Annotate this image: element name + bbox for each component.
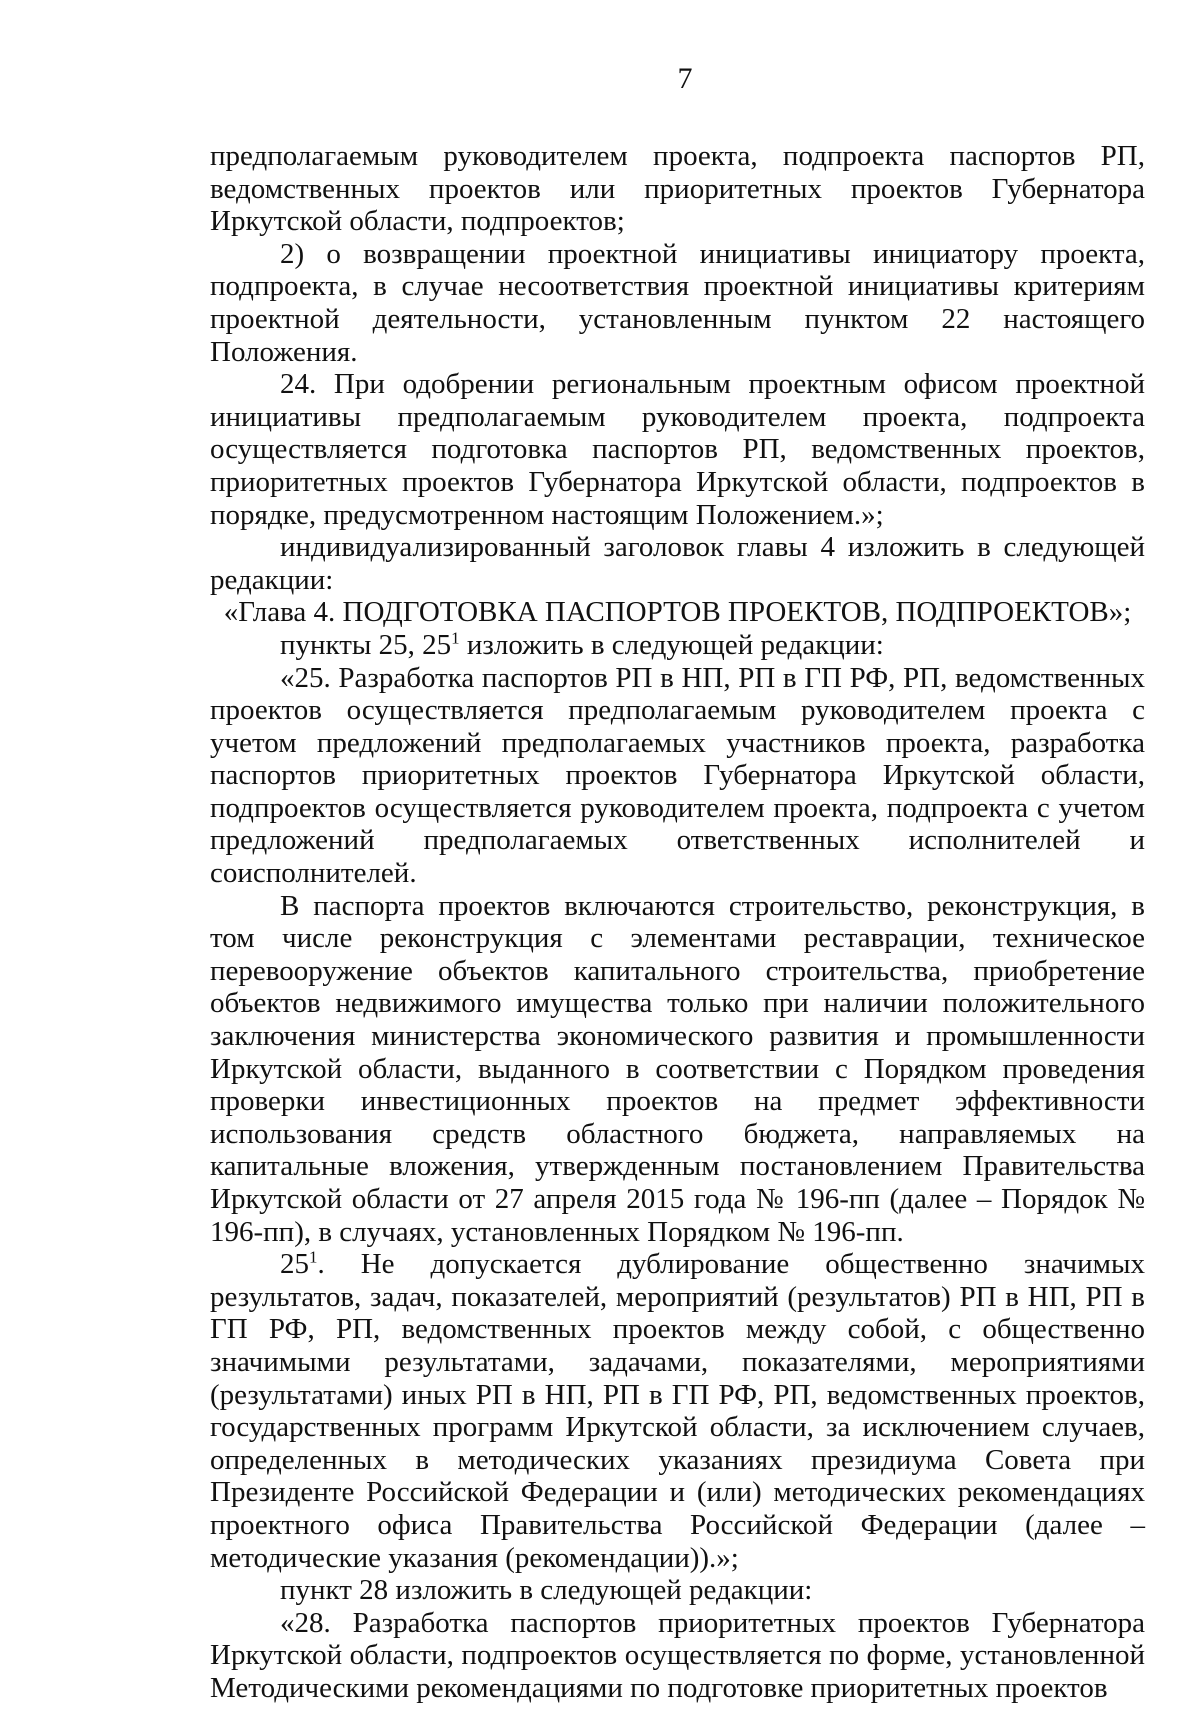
point-25-1-text: . Не допускается дублирование общественно значимых результатов, задач, показателей, мероприятий (результатов) РП в НП, РП в ГП РФ, РП, ведомственных проектов между собой, с общественно значимыми результатами, задачами, показателями, мероприятиями (результатами) иных РП в НП, РП в ГП РФ, РП, ведомственных проектов, государственных программ Иркутской области, за исключением случаев, определенных в методических указаниях президиума Совета при Президенте Российской Федерации и (или) методических рекомендациях проектного офиса Правительства Российской Федерации (далее – методические указания (рекомендации)).»; xyxy=(210,1248,1145,1574)
chapter-4-heading: «Глава 4. ПОДГОТОВКА ПАСПОРТОВ ПРОЕКТОВ, ПОДПРОЕКТОВ»; xyxy=(223,596,1132,629)
paragraph-point-25: «25. Разработка паспортов РП в НП, РП в ГП РФ, РП, ведомственных проектов осуществляется предполагаемым руководителем проекта с учетом предложений предполагаемых участников проекта, разработка паспортов приоритетных проектов Губернатора Иркутской области, подпроектов осуществляется руководителем проекта, подпроекта с учетом предложений предполагаемых ответственных исполнителей и соисполнителей. xyxy=(210,661,1145,890)
point-25-1-number: 25 xyxy=(280,1248,309,1281)
document-body xyxy=(210,140,1145,1705)
points-instruction-before: пункты 25, 25 xyxy=(280,628,452,661)
paragraph-points-instruction xyxy=(210,629,1145,662)
paragraph-point-28-instruction: пункт 28 изложить в следующей редакции: xyxy=(280,1574,813,1607)
page-number: 7 xyxy=(677,62,693,95)
superscript-one: 1 xyxy=(309,1247,318,1267)
paragraph-continuation: предполагаемым руководителем проекта, подпроекта паспортов РП, ведомственных проектов или приоритетных проектов Губернатора Иркутской области, подпроектов; xyxy=(210,140,1145,238)
paragraph-item-2: 2) о возвращении проектной инициативы инициатору проекта, подпроекта, в случае несоответствия проектной инициативы критериям проектной деятельности, установленным пунктом 22 настоящего Положения. xyxy=(210,237,1145,368)
paragraph-point-28: «28. Разработка паспортов приоритетных проектов Губернатора Иркутской области, подпроектов осуществляется по форме, установленной Методическими рекомендациями по подготовке приоритетных проектов xyxy=(210,1606,1145,1704)
superscript-one: 1 xyxy=(451,628,460,648)
paragraph-point-25-1 xyxy=(210,1248,1145,1574)
paragraph-point-24: 24. При одобрении региональным проектным офисом проектной инициативы предполагаемым руководителем проекта, подпроекта осуществляется подготовка паспортов РП, ведомственных проектов, приоритетных проектов Губернатора Иркутской области, подпроектов в порядке, предусмотренном настоящим Положением.»; xyxy=(210,368,1145,531)
paragraph-chapter-heading-instruction: индивидуализированный заголовок главы 4 изложить в следующей редакции: xyxy=(210,531,1145,596)
points-instruction-after: изложить в следующей редакции: xyxy=(459,628,884,661)
paragraph-passports-inclusion: В паспорта проектов включаются строительство, реконструкция, в том числе реконструкция с элементами реставрации, техническое перевооружение объектов капитального строительства, приобретение объектов недвижимого имущества только при наличии положительного заключения министерства экономического развития и промышленности Иркутской области, выданного в соответствии с Порядком проведения проверки инвестиционных проектов на предмет эффективности использования средств областного бюджета, направляемых на капитальные вложения, утвержденным постановлением Правительства Иркутской области от 27 апреля 2015 года № 196-пп (далее – Порядок № 196-пп), в случаях, установленных Порядком № 196-пп. xyxy=(210,889,1145,1248)
